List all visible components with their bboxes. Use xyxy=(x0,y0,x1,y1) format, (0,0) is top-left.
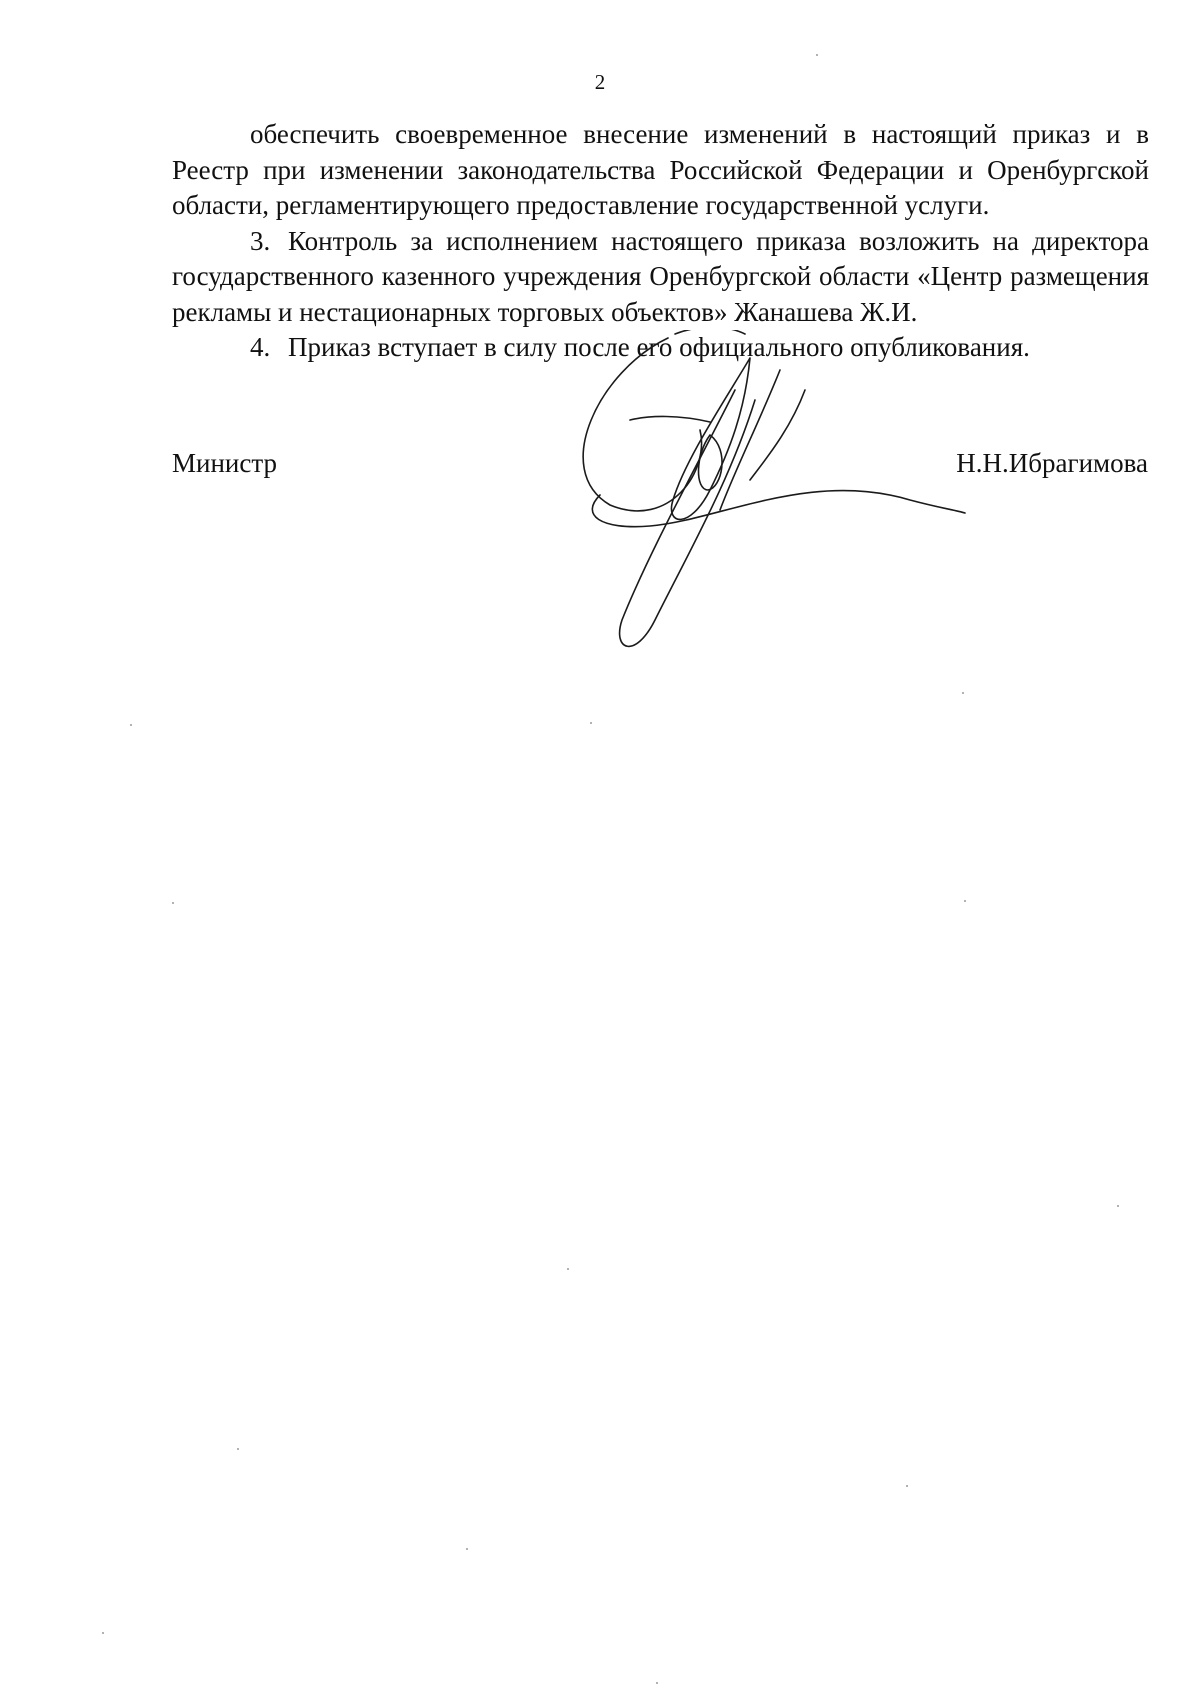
scan-speck xyxy=(816,54,818,56)
scan-speck xyxy=(466,1548,468,1550)
scan-speck xyxy=(964,900,966,902)
paragraph-number: 4. xyxy=(250,332,271,362)
paragraph-number: 3. xyxy=(250,225,271,256)
paragraph-text: Контроль за исполнением настоящего приказа возложить на директора государственного казенного учреждения Оренбургской области «Центр размещения рекламы и нестационарных торговых объектов» Жанашева Ж.И. xyxy=(172,225,1149,327)
scan-speck xyxy=(656,1682,658,1684)
scan-speck xyxy=(237,1448,239,1450)
scan-speck xyxy=(962,692,964,694)
scan-speck xyxy=(102,1632,104,1634)
scan-speck xyxy=(906,1485,908,1487)
scan-speck xyxy=(172,902,174,904)
handwritten-signature xyxy=(560,330,1000,680)
scan-speck xyxy=(590,722,592,724)
scan-speck xyxy=(567,1268,569,1270)
scan-speck xyxy=(130,724,132,726)
document-body xyxy=(172,117,1149,366)
paragraph-text: обеспечить своевременное внесение изменений в настоящий приказ и в Реестр при изменении законодательства Российской Федерации и Оренбургской области, регламентирующего предоставление государственной услуги. xyxy=(172,119,1149,220)
paragraph-continuation xyxy=(172,117,1149,224)
signature-block xyxy=(172,448,1148,488)
paragraph-text: Приказ вступает в силу после его официального опубликования. xyxy=(288,332,1030,362)
paragraph-item-3 xyxy=(172,224,1149,331)
signer-name: Н.Н.Ибрагимова xyxy=(956,448,1148,478)
scan-speck xyxy=(1117,1205,1119,1207)
signer-position: Министр xyxy=(172,448,277,478)
page-number: 2 xyxy=(594,70,606,94)
paragraph-item-4 xyxy=(172,330,1149,366)
